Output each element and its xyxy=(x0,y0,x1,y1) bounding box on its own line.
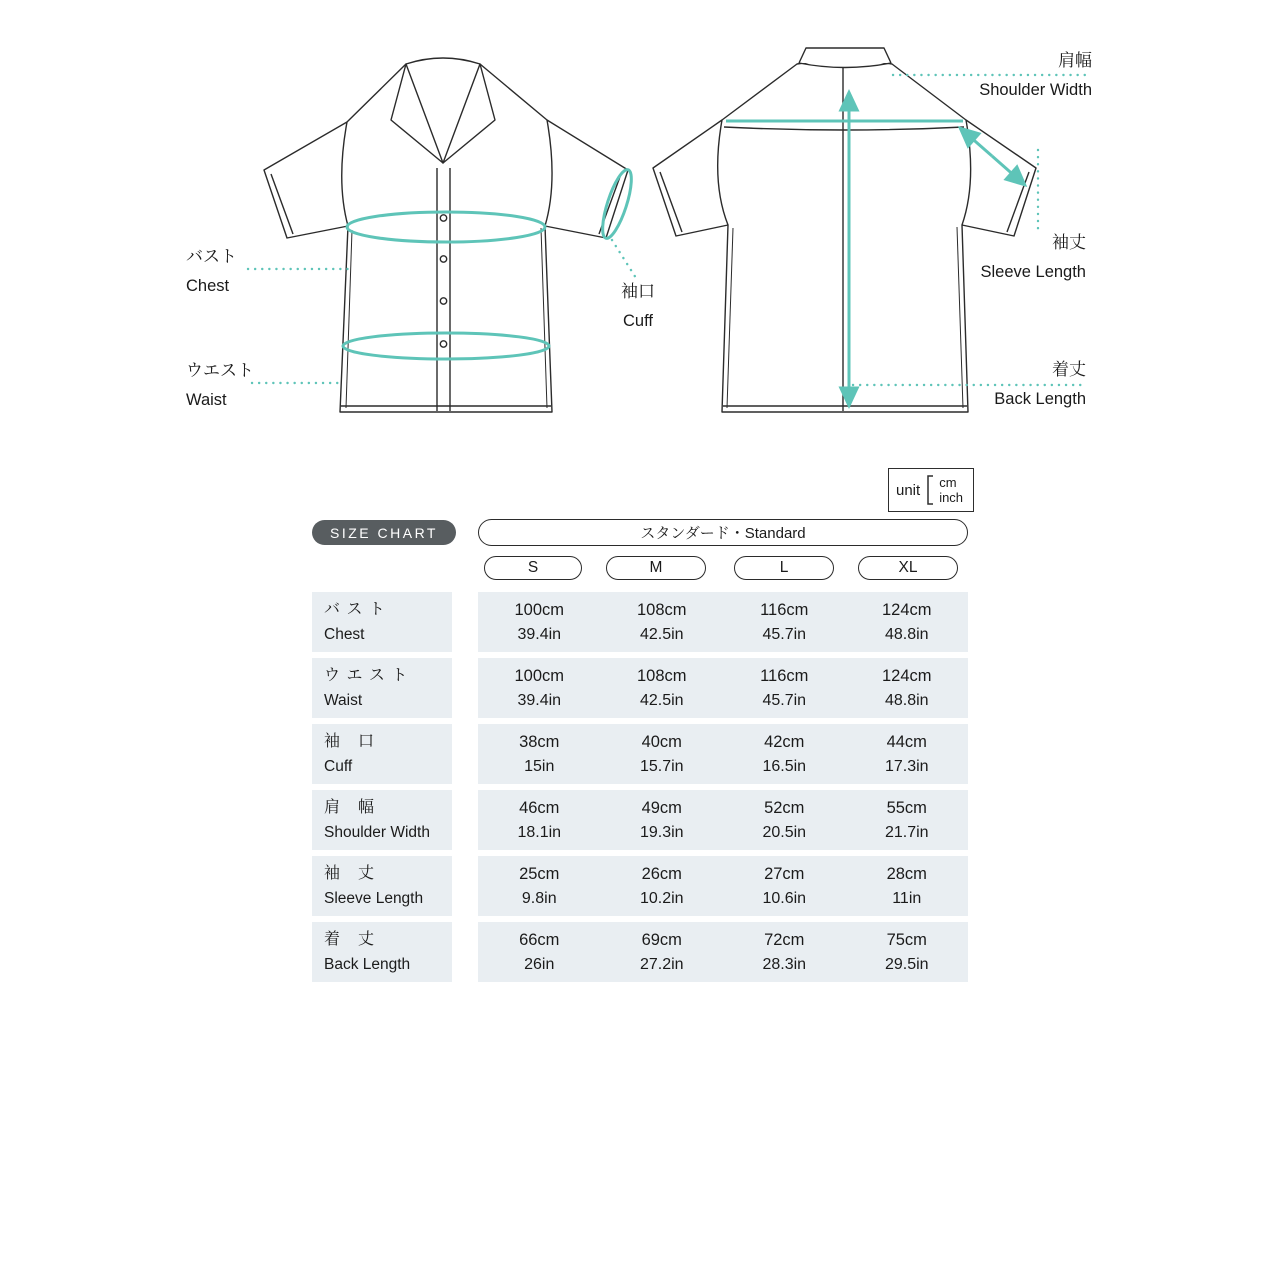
value-cell-xl xyxy=(846,864,969,916)
back-length-label-en: Back Length xyxy=(994,390,1086,408)
unit-box xyxy=(888,468,974,512)
value-cm: 116cm xyxy=(760,667,809,685)
value-inch: 10.2in xyxy=(639,890,684,907)
value-inch: 29.5in xyxy=(884,956,929,973)
chest-label xyxy=(186,246,237,297)
button xyxy=(440,256,446,262)
value-inch: 19.3in xyxy=(639,824,684,841)
value-cell-xl xyxy=(846,732,969,784)
value-inch: 20.5in xyxy=(762,824,807,841)
value-cm: 28cm xyxy=(886,865,927,883)
value-inch: 39.4in xyxy=(517,692,562,709)
row-values xyxy=(478,658,968,718)
value-cell-s xyxy=(478,666,601,718)
value-cell-m xyxy=(601,600,724,652)
column-gap xyxy=(452,856,478,916)
value-cell-xl xyxy=(846,600,969,652)
value-inch: 48.8in xyxy=(884,692,929,709)
value-cell-s xyxy=(478,864,601,916)
button xyxy=(440,341,446,347)
value-cell-s xyxy=(478,732,601,784)
value-cm: 55cm xyxy=(886,799,927,817)
row-label-en: Chest xyxy=(324,626,365,643)
back-length-label xyxy=(994,359,1086,410)
table-row xyxy=(312,724,968,784)
value-inch: 45.7in xyxy=(762,626,807,643)
row-label-jp: 袖 丈 xyxy=(324,865,376,882)
size-pill-s: S xyxy=(484,556,582,580)
shoulder-width-label-jp: 肩幅 xyxy=(1058,51,1092,70)
value-inch: 42.5in xyxy=(639,626,684,643)
chest-label-en: Chest xyxy=(186,277,230,295)
value-cell-l xyxy=(723,600,846,652)
value-cell-l xyxy=(723,864,846,916)
value-cell-m xyxy=(601,930,724,982)
value-cell-l xyxy=(723,666,846,718)
row-label xyxy=(312,790,452,850)
value-inch: 11in xyxy=(892,890,922,907)
value-inch: 39.4in xyxy=(517,626,562,643)
column-gap xyxy=(452,592,478,652)
row-values xyxy=(478,592,968,652)
row-label-en: Cuff xyxy=(324,758,353,775)
value-inch: 21.7in xyxy=(884,824,929,841)
column-gap xyxy=(452,922,478,982)
waist-label-jp: ウエスト xyxy=(186,361,254,380)
table-row xyxy=(312,856,968,916)
cuff-label-en: Cuff xyxy=(623,312,653,330)
value-cell-l xyxy=(723,798,846,850)
column-gap xyxy=(452,724,478,784)
sleeve-length-label xyxy=(980,232,1086,283)
value-cm: 40cm xyxy=(641,733,682,751)
value-inch: 45.7in xyxy=(762,692,807,709)
value-cm: 66cm xyxy=(519,931,560,949)
row-label-en: Waist xyxy=(324,692,363,709)
size-chart-title-badge: SIZE CHART xyxy=(312,520,456,545)
value-inch: 15in xyxy=(524,758,555,775)
row-label xyxy=(312,592,452,652)
unit-inch-label: inch xyxy=(939,490,964,505)
value-inch: 18.1in xyxy=(517,824,562,841)
waist-label xyxy=(186,360,254,411)
shoulder-width-label xyxy=(979,50,1092,101)
size-pill-l: L xyxy=(734,556,834,580)
row-label xyxy=(312,856,452,916)
row-values xyxy=(478,922,968,982)
value-cell-m xyxy=(601,864,724,916)
value-cm: 124cm xyxy=(881,601,932,619)
row-label-jp: ウ エ ス ト xyxy=(324,667,409,684)
row-values xyxy=(478,856,968,916)
value-inch: 27.2in xyxy=(639,956,684,973)
table-row xyxy=(312,790,968,850)
value-cell-s xyxy=(478,930,601,982)
value-cm: 25cm xyxy=(519,865,560,883)
row-label-jp: バ ス ト xyxy=(324,601,386,618)
unit-label: unit xyxy=(896,481,921,499)
button xyxy=(440,215,446,221)
cuff-leader xyxy=(612,240,636,278)
row-values xyxy=(478,790,968,850)
value-cm: 116cm xyxy=(760,601,809,619)
value-inch: 42.5in xyxy=(639,692,684,709)
value-cm: 42cm xyxy=(764,733,805,751)
value-cm: 124cm xyxy=(881,667,932,685)
value-cm: 49cm xyxy=(641,799,682,817)
value-cm: 44cm xyxy=(886,733,927,751)
size-pill-xl: XL xyxy=(858,556,958,580)
back-shirt-body xyxy=(653,60,1036,412)
button xyxy=(440,298,446,304)
shoulder-width-label-en: Shoulder Width xyxy=(979,81,1092,99)
row-label xyxy=(312,922,452,982)
row-label-jp: 袖 口 xyxy=(324,733,376,750)
value-cell-m xyxy=(601,798,724,850)
column-gap xyxy=(452,658,478,718)
value-inch: 17.3in xyxy=(884,758,929,775)
value-cm: 52cm xyxy=(764,799,805,817)
value-cell-s xyxy=(478,798,601,850)
row-label xyxy=(312,658,452,718)
value-cell-l xyxy=(723,732,846,784)
value-inch: 16.5in xyxy=(762,758,807,775)
back-collar xyxy=(799,48,891,63)
back-length-label-jp: 着丈 xyxy=(1052,360,1086,379)
value-cm: 46cm xyxy=(519,799,560,817)
category-header: スタンダード・Standard xyxy=(478,519,968,546)
column-gap xyxy=(452,790,478,850)
value-inch: 28.3in xyxy=(762,956,807,973)
size-table-rows xyxy=(312,592,968,988)
value-inch: 9.8in xyxy=(521,890,557,907)
row-values xyxy=(478,724,968,784)
value-cm: 38cm xyxy=(519,733,560,751)
sleeve-length-label-jp: 袖丈 xyxy=(1052,233,1086,252)
unit-cm-label: cm xyxy=(939,475,957,490)
size-pill-m: M xyxy=(606,556,706,580)
row-label-en: Shoulder Width xyxy=(324,824,430,841)
value-cm: 27cm xyxy=(764,865,805,883)
table-row xyxy=(312,592,968,652)
value-cm: 108cm xyxy=(636,601,687,619)
value-cm: 75cm xyxy=(886,931,927,949)
table-row xyxy=(312,658,968,718)
value-cell-xl xyxy=(846,930,969,982)
value-cell-m xyxy=(601,732,724,784)
value-cell-m xyxy=(601,666,724,718)
chest-label-jp: バスト xyxy=(186,247,237,266)
value-cm: 72cm xyxy=(764,931,805,949)
back-shirt xyxy=(653,48,1036,412)
table-row xyxy=(312,922,968,982)
value-cell-xl xyxy=(846,798,969,850)
value-cm: 100cm xyxy=(514,601,565,619)
waist-label-en: Waist xyxy=(186,391,227,409)
value-inch: 48.8in xyxy=(884,626,929,643)
value-cell-xl xyxy=(846,666,969,718)
row-label-en: Back Length xyxy=(324,956,411,973)
cuff-label xyxy=(598,281,678,332)
value-cm: 100cm xyxy=(514,667,565,685)
cuff-label-jp: 袖口 xyxy=(621,282,655,301)
value-inch: 26in xyxy=(524,956,555,973)
value-cm: 108cm xyxy=(636,667,687,685)
value-cm: 26cm xyxy=(641,865,682,883)
sleeve-length-label-en: Sleeve Length xyxy=(980,263,1086,281)
row-label-jp: 肩 幅 xyxy=(324,799,376,816)
value-cell-s xyxy=(478,600,601,652)
value-inch: 15.7in xyxy=(639,758,684,775)
unit-bracket-icon xyxy=(924,473,935,507)
value-cell-l xyxy=(723,930,846,982)
row-label-jp: 着 丈 xyxy=(324,931,376,948)
row-label xyxy=(312,724,452,784)
row-label-en: Sleeve Length xyxy=(324,890,424,907)
value-inch: 10.6in xyxy=(762,890,807,907)
value-cm: 69cm xyxy=(641,931,682,949)
